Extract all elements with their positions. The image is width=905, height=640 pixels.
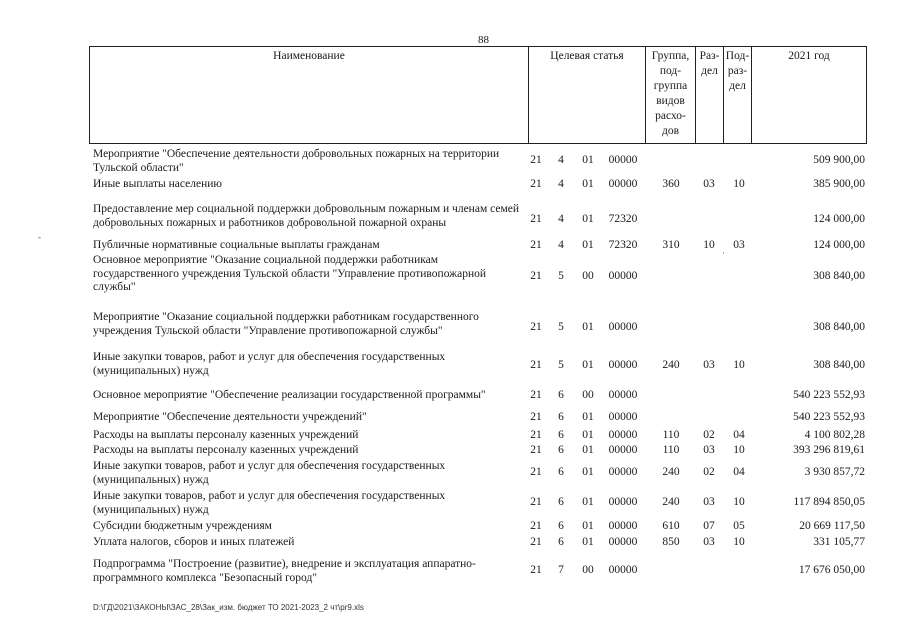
cell-amount-2021: 124 000,00 [813,213,865,225]
cell-event: 01 [582,321,594,333]
cell-program: 21 [530,564,542,576]
cell-amount-2021: 331 105,77 [813,536,865,548]
cell-event: 01 [582,359,594,371]
cell-event: 01 [582,496,594,508]
row-name: Расходы на выплаты персоналу казенных учреждений [93,444,359,456]
cell-section: 10 [703,239,715,251]
cell-direction: 00000 [608,154,638,166]
cell-subprogram: 6 [558,520,564,532]
cell-expense-group: 110 [662,429,680,441]
header-section: Раз- дел [696,47,724,144]
cell-program: 21 [530,178,542,190]
cell-amount-2021: 20 669 117,50 [799,520,865,532]
cell-section: 03 [703,359,715,371]
row-name: Иные закупки товаров, работ и услуг для обеспечения государственных (муниципальных) нужд [93,460,446,486]
cell-expense-group: 360 [662,178,680,190]
cell-event: 01 [582,411,594,423]
cell-program: 21 [530,466,542,478]
cell-direction: 00000 [608,389,638,401]
cell-amount-2021: 509 900,00 [813,154,865,166]
cell-direction: 00000 [608,536,638,548]
cell-event: 01 [582,466,594,478]
cell-direction: 00000 [608,411,638,423]
cell-direction: 00000 [608,429,638,441]
cell-direction: 00000 [608,496,638,508]
cell-event: 00 [582,564,594,576]
cell-subprogram: 6 [558,496,564,508]
cell-direction: 00000 [608,321,638,333]
cell-direction: 00000 [608,564,638,576]
cell-section: 03 [703,536,715,548]
row-name: Мероприятие "Оказание социальной поддержки работникам государственного учреждения Тульской области "Управление противопожарной службы" [93,311,479,337]
cell-section: 02 [703,429,715,441]
cell-program: 21 [530,359,542,371]
cell-section: 07 [703,520,715,532]
cell-program: 21 [530,389,542,401]
cell-program: 21 [530,520,542,532]
cell-section: 03 [703,178,715,190]
cell-subprogram: 6 [558,411,564,423]
cell-amount-2021: 540 223 552,93 [793,389,865,401]
header-name: Наименование [90,47,529,144]
cell-amount-2021: 117 894 850,05 [793,496,865,508]
cell-amount-2021: 3 930 857,72 [804,466,865,478]
cell-program: 21 [530,239,542,251]
header-subsection: Под- раз- дел [724,47,752,144]
cell-amount-2021: 393 296 819,61 [793,444,865,456]
page-number: 88 [478,34,489,46]
cell-subprogram: 4 [558,154,564,166]
row-name: Субсидии бюджетным учреждениям [93,520,272,532]
cell-subprogram: 5 [558,359,564,371]
cell-expense-group: 850 [662,536,680,548]
cell-amount-2021: 308 840,00 [813,321,865,333]
cell-event: 01 [582,213,594,225]
cell-subsection: 04 [733,429,745,441]
cell-subprogram: 5 [558,270,564,282]
row-name: Мероприятие "Обеспечение деятельности учреждений" [93,411,367,423]
cell-direction: 00000 [608,466,638,478]
cell-program: 21 [530,154,542,166]
cell-subsection: 05 [733,520,745,532]
cell-section: 02 [703,466,715,478]
header-year: 2021 год [752,47,867,144]
file-path-footer: D:\ГД\2021\ЗАКОНЫ\ЗАС_28\Зак_изм. бюджет ТО 2021-2023_2 чт\pr9.xls [93,603,364,612]
cell-event: 00 [582,270,594,282]
row-name: Уплата налогов, сборов и иных платежей [93,536,295,548]
cell-subprogram: 6 [558,536,564,548]
row-name: Мероприятие "Обеспечение деятельности добровольных пожарных на территории Тульской области" [93,148,500,174]
cell-subsection: 10 [733,444,745,456]
row-name: Подпрограмма "Построение (развитие), внедрение и эксплуатация аппаратно-программного комплекса "Безопасный город" [93,558,476,584]
cell-subsection: 10 [733,536,745,548]
cell-program: 21 [530,496,542,508]
cell-amount-2021: 385 900,00 [813,178,865,190]
row-name: Иные закупки товаров, работ и услуг для обеспечения государственных (муниципальных) нужд [93,351,446,377]
cell-section: 03 [703,496,715,508]
row-name: Публичные нормативные социальные выплаты гражданам [93,239,380,251]
cell-subprogram: 7 [558,564,564,576]
cell-event: 01 [582,444,594,456]
cell-subprogram: 6 [558,429,564,441]
cell-event: 01 [582,154,594,166]
cell-subprogram: 6 [558,444,564,456]
row-name: Основное мероприятие "Обеспечение реализации государственной программы" [93,389,486,401]
cell-program: 21 [530,270,542,282]
cell-subprogram: 5 [558,321,564,333]
cell-event: 01 [582,536,594,548]
cell-amount-2021: 308 840,00 [813,270,865,282]
cell-subsection: 10 [733,496,745,508]
header-target: Целевая статья [529,47,646,144]
cell-amount-2021: 308 840,00 [813,359,865,371]
cell-subprogram: 6 [558,389,564,401]
cell-amount-2021: 540 223 552,93 [793,411,865,423]
cell-expense-group: 610 [662,520,680,532]
cell-expense-group: 310 [662,239,680,251]
cell-event: 01 [582,239,594,251]
cell-direction: 72320 [608,213,638,225]
cell-amount-2021: 124 000,00 [813,239,865,251]
table-header [89,46,867,144]
cell-expense-group: 240 [662,359,680,371]
row-name: Основное мероприятие "Оказание социальной поддержки работникам государственного учреждения Тульской области "Управление противопожарной службы" [93,254,487,293]
cell-event: 00 [582,389,594,401]
margin-mark: · [722,248,725,258]
cell-program: 21 [530,444,542,456]
cell-program: 21 [530,213,542,225]
cell-subprogram: 4 [558,178,564,190]
cell-subprogram: 4 [558,213,564,225]
cell-expense-group: 110 [662,444,680,456]
cell-program: 21 [530,321,542,333]
cell-amount-2021: 17 676 050,00 [798,564,865,576]
header-group: Группа, под- группа видов расхо- дов [646,47,696,144]
cell-expense-group: 240 [662,496,680,508]
cell-direction: 72320 [608,239,638,251]
cell-amount-2021: 4 100 802,28 [804,429,865,441]
cell-direction: 00000 [608,270,638,282]
cell-direction: 00000 [608,520,638,532]
cell-direction: 00000 [608,359,638,371]
cell-subsection: 04 [733,466,745,478]
cell-subprogram: 4 [558,239,564,251]
cell-subsection: 10 [733,359,745,371]
cell-program: 21 [530,536,542,548]
cell-direction: 00000 [608,178,638,190]
row-name: Иные закупки товаров, работ и услуг для обеспечения государственных (муниципальных) нужд [93,490,446,516]
cell-direction: 00000 [608,444,638,456]
cell-event: 01 [582,520,594,532]
cell-program: 21 [530,411,542,423]
cell-subsection: 03 [733,239,745,251]
margin-mark: - [38,232,41,242]
cell-subprogram: 6 [558,466,564,478]
row-name: Предоставление мер социальной поддержки добровольным пожарным и членам семей добровольных пожарных и работников добровольной пожарной охраны [93,203,519,229]
row-name: Иные выплаты населению [93,178,222,190]
cell-subsection: 10 [733,178,745,190]
row-name: Расходы на выплаты персоналу казенных учреждений [93,429,359,441]
cell-event: 01 [582,429,594,441]
cell-section: 03 [703,444,715,456]
cell-program: 21 [530,429,542,441]
cell-event: 01 [582,178,594,190]
cell-expense-group: 240 [662,466,680,478]
